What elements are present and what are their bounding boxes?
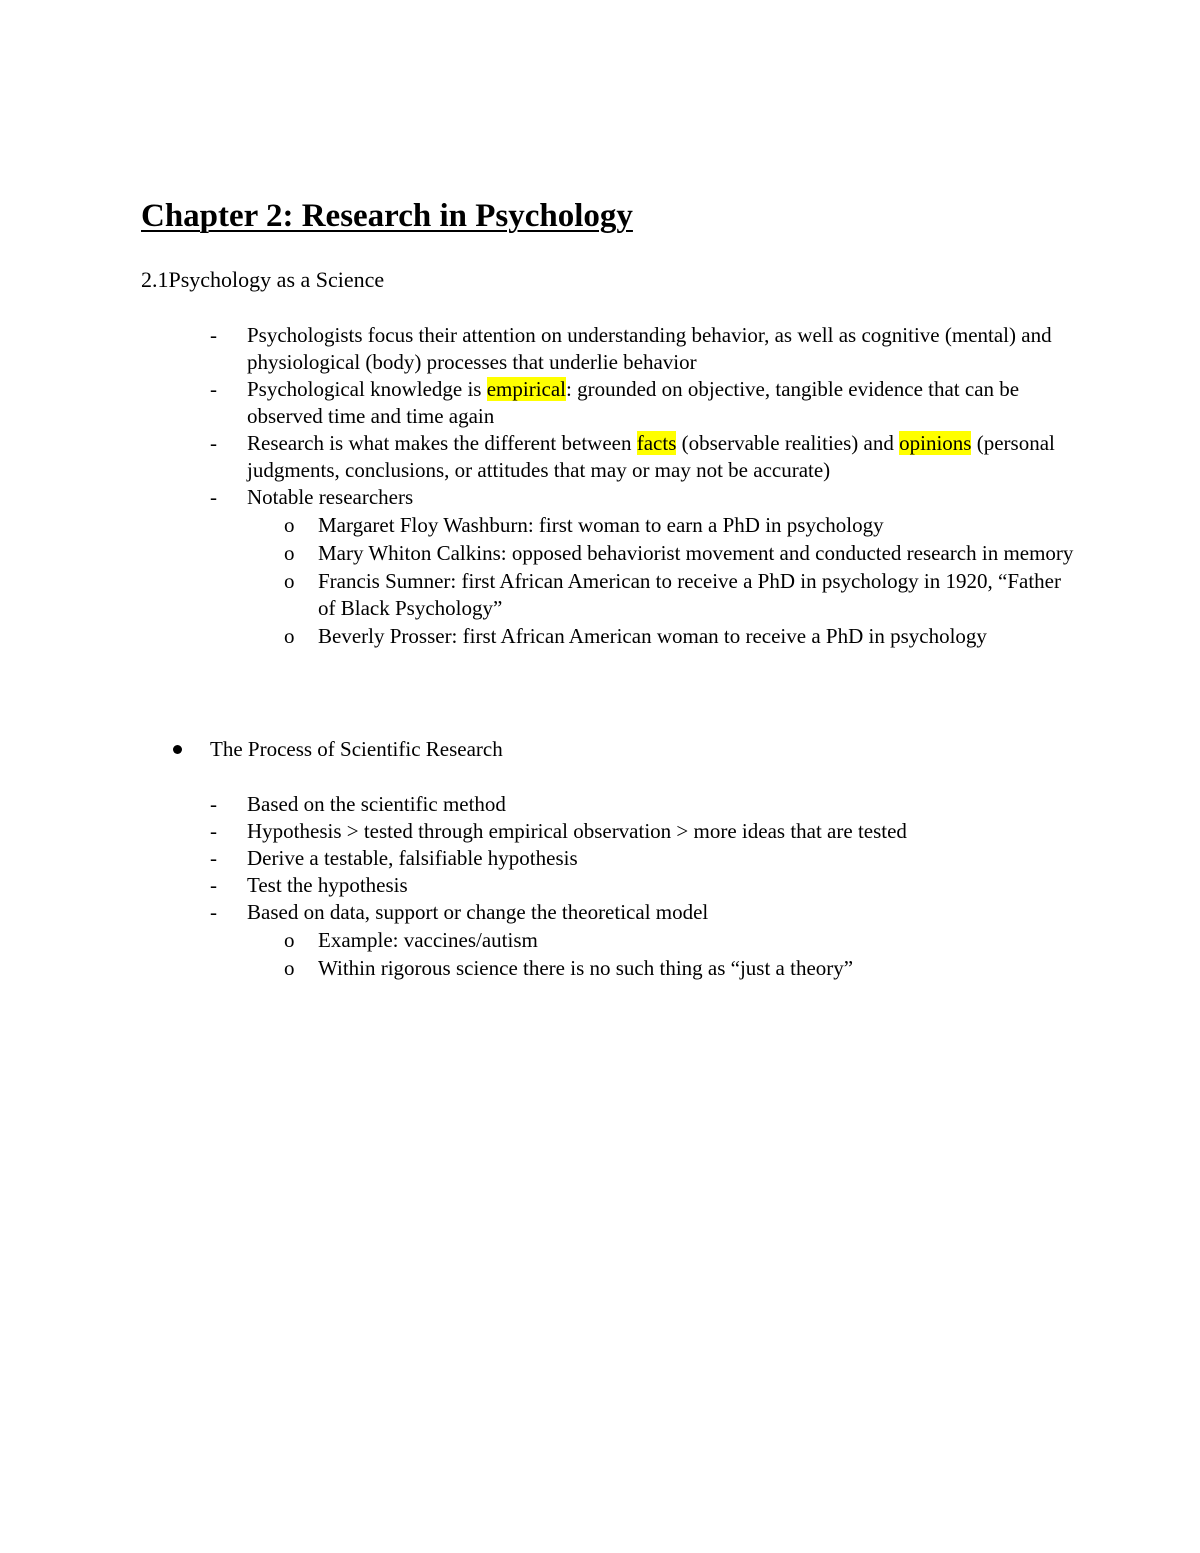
circle-bullet-marker: o bbox=[284, 956, 295, 980]
text-run: Test the hypothesis bbox=[247, 873, 408, 897]
list-item-text bbox=[247, 431, 1055, 482]
dash-marker: - bbox=[210, 377, 217, 401]
text-run: : grounded on objective, tangible evidence that can be observed time and time again bbox=[247, 377, 1020, 428]
circle-bullet-marker: o bbox=[284, 513, 295, 537]
dash-marker: - bbox=[210, 900, 217, 924]
list-item-text bbox=[247, 873, 408, 897]
sub-list-item bbox=[247, 927, 1080, 954]
dash-marker: - bbox=[210, 485, 217, 509]
list-item bbox=[210, 791, 1080, 818]
list-item-text bbox=[247, 846, 578, 870]
bullet-icon bbox=[173, 745, 182, 754]
sub-list-item-text: Mary Whiton Calkins: opposed behaviorist movement and conducted research in memory bbox=[318, 541, 1074, 565]
sub-list-item-text: Margaret Floy Washburn: first woman to earn a PhD in psychology bbox=[318, 513, 884, 537]
circle-bullet-marker: o bbox=[284, 541, 295, 565]
sub-list bbox=[247, 512, 1080, 650]
section-heading: 2.1Psychology as a Science bbox=[141, 267, 385, 292]
text-run: (observable realities) and bbox=[676, 431, 900, 455]
text-run: Psychological knowledge is bbox=[247, 377, 487, 401]
dash-marker: - bbox=[210, 873, 217, 897]
list-item-text bbox=[247, 377, 1019, 428]
dash-marker: - bbox=[210, 819, 217, 843]
list-item-text bbox=[247, 485, 413, 509]
list-item-text bbox=[247, 792, 506, 816]
list-item bbox=[210, 872, 1080, 899]
list-item-text bbox=[247, 323, 1052, 374]
highlighted-term: opinions bbox=[899, 431, 972, 455]
text-run: (personal judgments, conclusions, or attitudes that may or may not be accurate) bbox=[247, 431, 1055, 482]
section2-list bbox=[210, 791, 1080, 983]
list-item bbox=[210, 430, 1080, 484]
text-run: Based on the scientific method bbox=[247, 792, 506, 816]
text-run: Derive a testable, falsifiable hypothesis bbox=[247, 846, 578, 870]
sub-list-item bbox=[247, 955, 1080, 982]
sub-list-item-text: Within rigorous science there is no such thing as “just a theory” bbox=[318, 956, 854, 980]
text-run: Hypothesis > tested through empirical observation > more ideas that are tested bbox=[247, 819, 907, 843]
text-run: Notable researchers bbox=[247, 485, 414, 509]
text-run: Psychologists focus their attention on understanding behavior, as well as cognitive (mental) and physiological (body) processes that underlie behavior bbox=[247, 323, 1052, 374]
list-item bbox=[210, 322, 1080, 376]
page-title: Chapter 2: Research in Psychology bbox=[141, 198, 633, 234]
section1-list bbox=[210, 322, 1080, 651]
sub-list-item bbox=[247, 512, 1080, 539]
circle-bullet-marker: o bbox=[284, 928, 295, 952]
dash-marker: - bbox=[210, 792, 217, 816]
list-item-text bbox=[247, 819, 907, 843]
list-item-text bbox=[247, 900, 708, 924]
circle-bullet-marker: o bbox=[284, 624, 295, 648]
bullet-heading: The Process of Scientific Research bbox=[210, 737, 503, 761]
sub-list bbox=[247, 927, 1080, 982]
dash-marker: - bbox=[210, 846, 217, 870]
list-item bbox=[210, 484, 1080, 650]
text-run: Based on data, support or change the theoretical model bbox=[247, 900, 709, 924]
sub-list-item-text: Example: vaccines/autism bbox=[318, 928, 538, 952]
sub-list-item bbox=[247, 568, 1080, 622]
list-item bbox=[210, 899, 1080, 982]
sub-list-item-text: Beverly Prosser: first African American woman to receive a PhD in psychology bbox=[318, 624, 987, 648]
text-run: Research is what makes the different between bbox=[247, 431, 637, 455]
sub-list-item-text: Francis Sumner: first African American to receive a PhD in psychology in 1920, “Father of Black Psychology” bbox=[318, 569, 1061, 620]
highlighted-term: facts bbox=[636, 431, 677, 455]
sub-list-item bbox=[247, 540, 1080, 567]
list-item bbox=[210, 376, 1080, 430]
list-item bbox=[210, 818, 1080, 845]
circle-bullet-marker: o bbox=[284, 569, 295, 593]
dash-marker: - bbox=[210, 431, 217, 455]
highlighted-term: empirical bbox=[486, 377, 567, 401]
dash-marker: - bbox=[210, 323, 217, 347]
list-item bbox=[210, 845, 1080, 872]
sub-list-item bbox=[247, 623, 1080, 650]
